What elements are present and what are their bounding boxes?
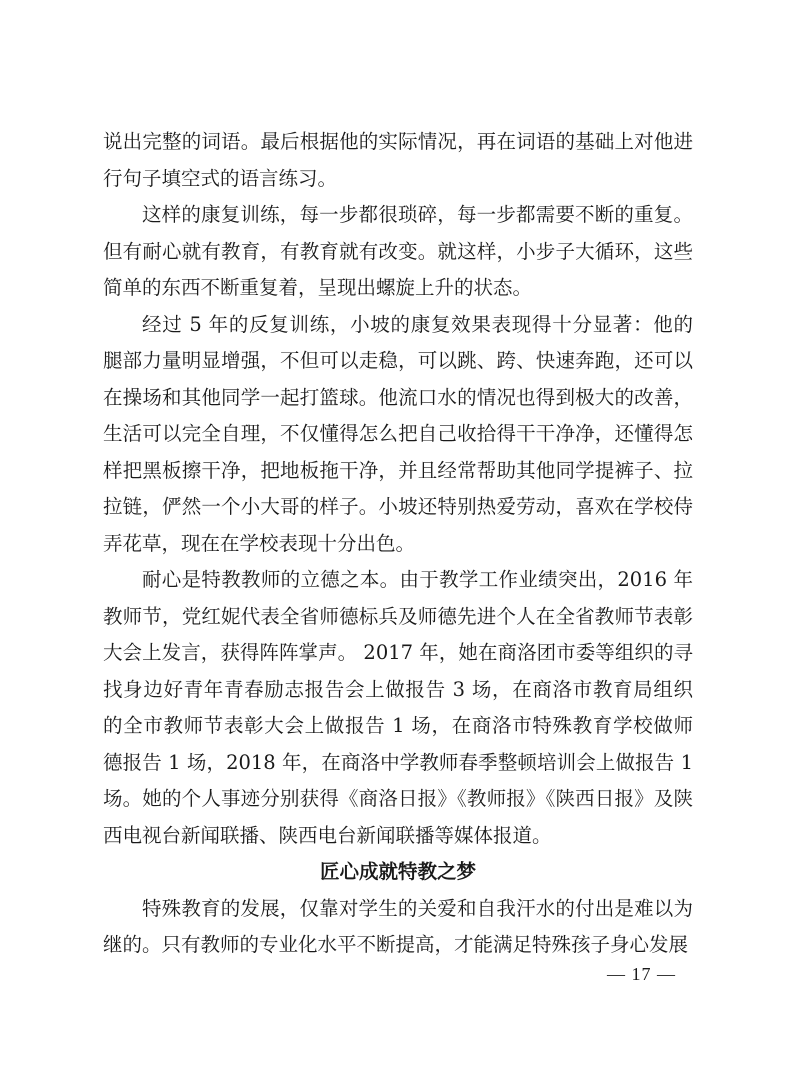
- paragraph-patience-honors: 耐心是特教教师的立德之本。由于教学工作业绩突出，2016 年教师节，党红妮代表全省师德标兵及师德先进个人在全省教师节表彰大会上发言，获得阵阵掌声。 2017 年，她在商洛团市委等组织的寻找身边好青年青春励志报告会上做报告 3 场，在商洛市教育局组织的全市教师节表彰大会上做报告 1 场，在商洛市特殊教育学校做师德报告 1 场，2018 年，在商洛中学教师春季整顿培训会上做报告 1 场。她的个人事迹分别获得《商洛日报》《教师报》《陕西日报》及陕西电视台新闻联播、陕西电台新闻联播等媒体报道。: [103, 568, 693, 847]
- paragraph-rehab-results: 经过 5 年的反复训练，小坡的康复效果表现得十分显著：他的腿部力量明显增强，不但可以走稳，可以跳、跨、快速奔跑，还可以在操场和其他同学一起打篮球。他流口水的情况也得到极大的改善，生活可以完全自理，不仅懂得怎么把自己收拾得干干净净，还懂得怎样把黑板擦干净，把地板拖干净，并且经常帮助其他同学提裤子、拉拉链，俨然一个小大哥的样子。小坡还特别热爱劳动，喜欢在学校侍弄花草，现在在学校表现十分出色。: [103, 312, 693, 555]
- section-heading: 匠心成就特教之梦: [319, 860, 476, 883]
- paragraph-special-education: 特殊教育的发展，仅靠对学生的关爱和自我汗水的付出是难以为继的。只有教师的专业化水平不断提高，才能满足特殊孩子身心发展: [103, 896, 693, 956]
- paragraph-rehab-training: 这样的康复训练，每一步都很琐碎，每一步都需要不断的重复。但有耐心就有教育，有教育就有改变。就这样，小步子大循环，这些简单的东西不断重复着，呈现出螺旋上升的状态。: [103, 203, 693, 299]
- body-text: [103, 124, 693, 964]
- paragraph-continued: 说出完整的词语。最后根据他的实际情况，再在词语的基础上对他进行句子填空式的语言练习。: [103, 130, 693, 190]
- page-number: — 17 —: [607, 964, 676, 984]
